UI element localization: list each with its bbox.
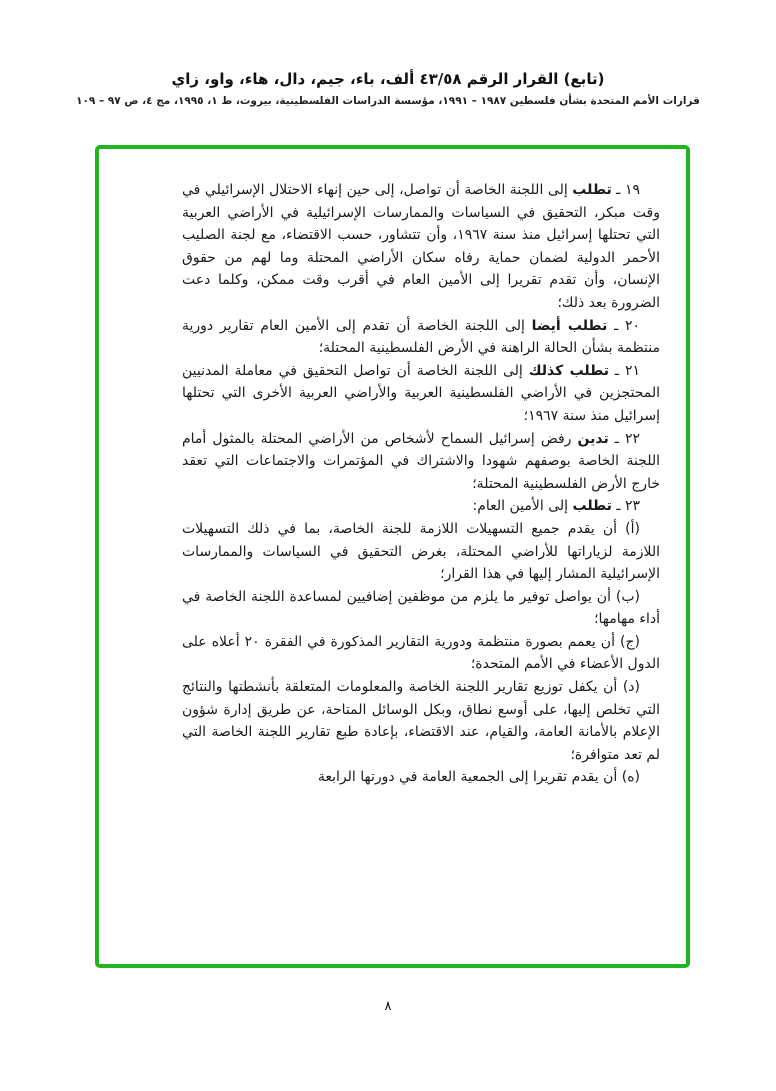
page-footer xyxy=(0,995,776,1014)
paragraph xyxy=(182,179,660,315)
paragraph xyxy=(182,315,660,360)
paragraph-text: أن يعمم بصورة منتظمة ودورية التقارير المذكورة في الفقرة ٢٠ أعلاه على الدول الأعضاء في الأمم المتحدة؛ xyxy=(182,633,660,673)
paragraph-text: رفض إسرائيل السماح لأشخاص من الأراضي المحتلة بالمثول أمام اللجنة الخاصة بوصفهم شهودا والاشتراك في المؤتمرات والاجتماعات التي تعقد خارج الأرض الفلسطينية المحتلة؛ xyxy=(182,430,660,492)
paragraph-text: أن يكفل توزيع تقارير اللجنة الخاصة والمعلومات المتعلقة بأنشطتها والنتائج التي تخلص إليها، على أوسع نطاق، وبكل الوسائل المتاحة، عن طريق إدارة شؤون الإعلام بالأمانة العامة، والقيام، عند الاقتضاء، بإعادة طبع تقارير اللجنة الخاصة التي لم تعد متوافرة؛ xyxy=(182,679,660,763)
paragraph xyxy=(182,518,660,586)
green-border-box xyxy=(95,145,690,968)
paragraph-label: (ه) xyxy=(621,769,640,786)
resolution-body xyxy=(182,179,660,789)
paragraph-label: (أ) xyxy=(625,520,640,537)
paragraph-verb: تدين xyxy=(577,430,609,447)
paragraph-verb: تطلب أيضا xyxy=(531,317,608,334)
paragraph-text: إلى اللجنة الخاصة أن تواصل، إلى حين إنهاء الاحتلال الإسرائيلي في وقت مبكر، التحقيق في السياسات والممارسات الإسرائيلية في الأراضي العربية التي تحتلها إسرائيل منذ سنة ١٩٦٧، وأن تتشاور، حسب الاقتضاء، مع لجنة الصليب الأحمر الدولية لضمان حماية رفاه سكان الأراضي المحتلة وما لهم من حقوق الإنسان، وأن تقدم تقريرا إلى الأمين العام في أقرب وقت ممكن، وكلما دعت الضرورة بعد ذلك؛ xyxy=(182,182,660,311)
page-header xyxy=(0,70,776,107)
paragraph-label: ٢٢ ـ xyxy=(614,430,641,447)
paragraph-label: ١٩ ـ xyxy=(616,182,641,198)
paragraph-label: (ب) xyxy=(615,588,640,605)
paragraph-label: ٢٠ ـ xyxy=(614,317,640,334)
paragraph xyxy=(182,676,660,766)
resolution-title: (تابع) القرار الرقم ٤٣/٥٨ ألف، باء، جيم، دال، هاء، واو، زاي xyxy=(171,70,605,88)
page-number: ٨ xyxy=(384,999,392,1014)
paragraph-text: أن يقدم تقريرا إلى الجمعية العامة في دورتها الرابعة xyxy=(317,769,618,786)
source-citation: قرارات الأمم المتحدة بشأن فلسطين ١٩٨٧ – ١٩٩١، مؤسسة الدراسات الفلسطينية، بيروت، ط ١، ١٩٩٥، مج ٤، ص ٩٧ – ١٠٩ xyxy=(76,95,700,107)
paragraph-text: إلى اللجنة الخاصة أن تواصل التحقيق في معاملة المدنيين المحتجزين في الأراضي الفلسطينية العربية والأراضي العربية الأخرى التي تحتلها إسرائيل منذ سنة ١٩٦٧؛ xyxy=(182,362,660,424)
paragraph-label: ٢٣ ـ xyxy=(616,498,640,515)
paragraph xyxy=(182,586,660,631)
paragraph-verb: تطلب xyxy=(572,182,612,198)
paragraph-text: إلى اللجنة الخاصة أن تقدم إلى الأمين العام تقارير دورية منتظمة بشأن الحالة الراهنة في الأرض الفلسطينية المحتلة؛ xyxy=(182,317,660,357)
paragraph xyxy=(182,495,660,518)
paragraph xyxy=(182,428,660,496)
paragraph-text: أن يقدم جميع التسهيلات اللازمة للجنة الخاصة، بما في ذلك التسهيلات اللازمة لزياراتها للأراضي المحتلة، بغرض التحقيق في السياسات والممارسات الإسرائيلية المشار إليها في هذا القرار؛ xyxy=(182,520,660,583)
paragraph-verb: تطلب كذلك xyxy=(528,362,609,379)
paragraph-text: أن يواصل توفير ما يلزم من موظفين إضافيين لمساعدة اللجنة الخاصة في أداء مهامها؛ xyxy=(182,588,660,628)
paragraph-label: (ج) xyxy=(620,633,640,650)
paragraph-label: ٢١ ـ xyxy=(614,362,640,379)
paragraph xyxy=(182,766,660,789)
paragraph-verb: تطلب xyxy=(572,498,612,515)
paragraph xyxy=(182,360,660,428)
paragraph-text: إلى الأمين العام: xyxy=(472,498,569,515)
paragraph xyxy=(182,631,660,676)
paragraph-label: (د) xyxy=(622,679,641,696)
